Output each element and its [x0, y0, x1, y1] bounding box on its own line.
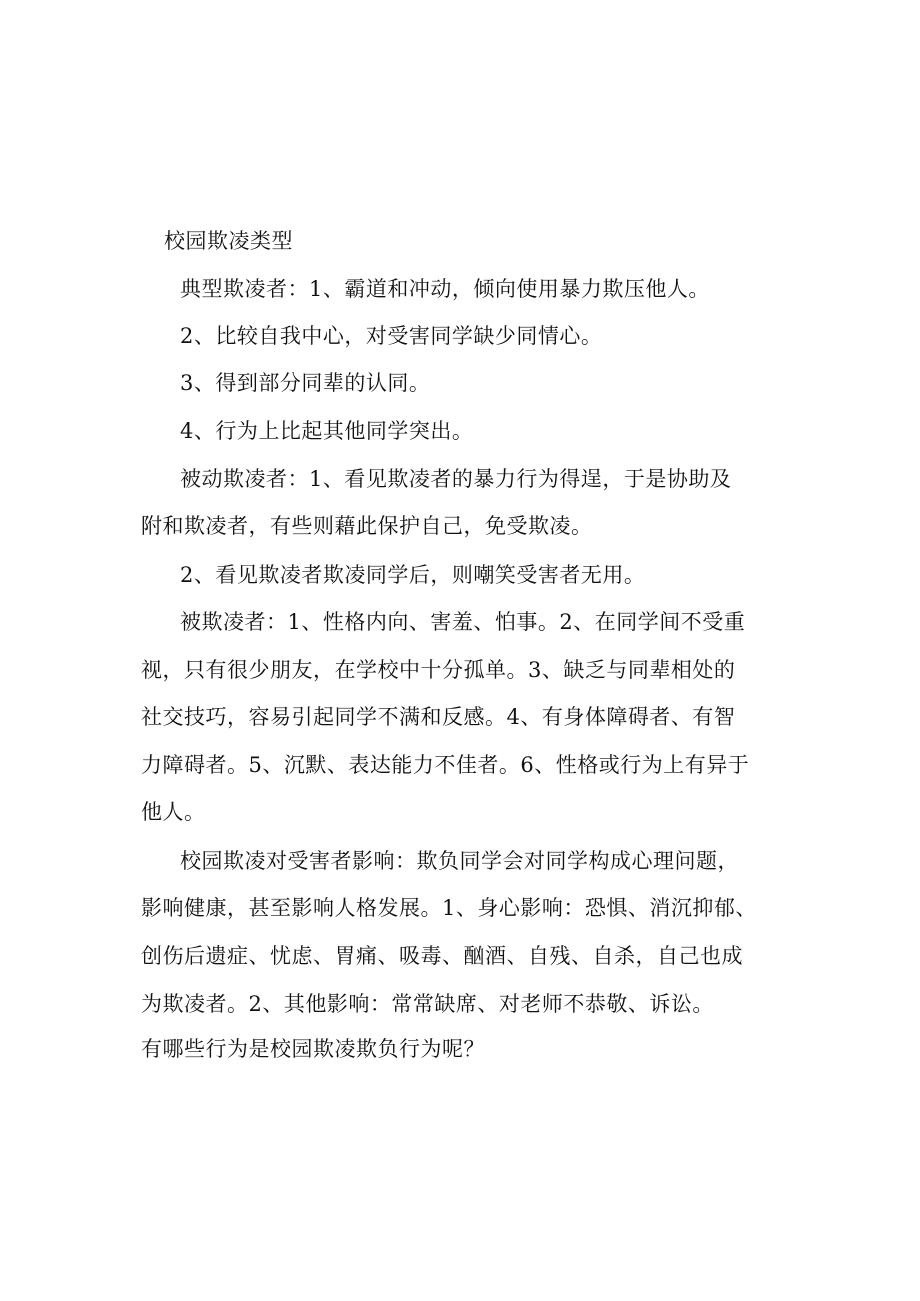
paragraph-line: 社交技巧，容易引起同学不满和反感。4、有身体障碍者、有智	[141, 705, 736, 729]
paragraph-line: 为欺凌者。2、其他影响：常常缺席、对老师不恭敬、诉讼。	[141, 992, 714, 1016]
paragraph-line: 被欺凌者：1、性格内向、害羞、怕事。2、在同学间不受重	[180, 610, 746, 634]
paragraph-line: 2、看见欺凌者欺凌同学后，则嘲笑受害者无用。	[180, 563, 646, 587]
paragraph-line: 典型欺凌者：1、霸道和冲动，倾向使用暴力欺压他人。	[180, 277, 710, 301]
paragraph-line: 校园欺凌对受害者影响：欺负同学会对同学构成心理问题，	[180, 849, 739, 873]
paragraph-line: 被动欺凌者：1、看见欺凌者的暴力行为得逞，于是协助及	[180, 467, 732, 491]
paragraph-line: 力障碍者。5、沉默、表达能力不佳者。6、性格或行为上有异于	[141, 753, 750, 777]
section-title: 校园欺凌类型	[164, 229, 293, 253]
paragraph-line: 他人。	[141, 800, 206, 824]
paragraph-line: 视，只有很少朋友，在学校中十分孤单。3、缺乏与同辈相处的	[141, 658, 736, 682]
paragraph-line: 有哪些行为是校园欺凌欺负行为呢？	[141, 1037, 485, 1061]
paragraph-line: 4、行为上比起其他同学突出。	[180, 419, 474, 443]
paragraph-line: 创伤后遗症、忧虑、胃痛、吸毒、酗酒、自残、自杀，自己也成	[141, 944, 743, 968]
paragraph-line: 影响健康，甚至影响人格发展。1、身心影响：恐惧、消沉抑郁、	[141, 896, 757, 920]
paragraph-line: 附和欺凌者，有些则藉此保护自己，免受欺凌。	[141, 514, 593, 538]
paragraph-line: 2、比较自我中心，对受害同学缺少同情心。	[180, 324, 603, 348]
paragraph-line: 3、得到部分同辈的认同。	[180, 371, 431, 395]
